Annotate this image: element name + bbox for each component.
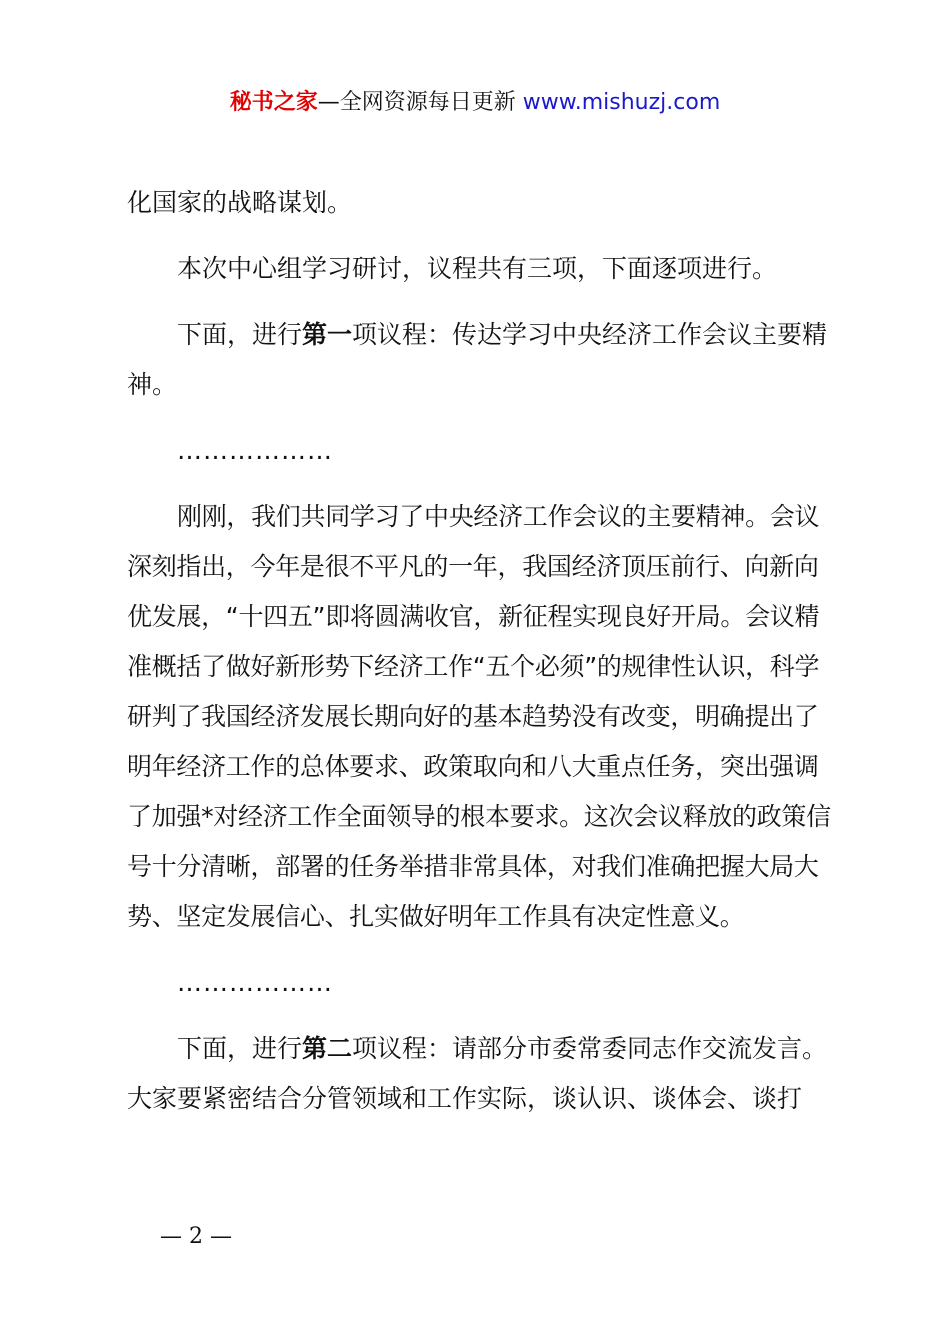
brand-name: 秘书之家	[229, 90, 318, 115]
document-body	[127, 178, 839, 1140]
paragraph-text: 下面，进行	[177, 320, 303, 349]
paragraph-text: 下面，进行	[177, 1034, 303, 1063]
watermark-header	[0, 86, 950, 120]
agenda-ordinal: 第二	[302, 1034, 353, 1063]
paragraph: 化国家的战略谋划。	[127, 188, 353, 217]
paragraph: 刚刚，我们共同学习了中央经济工作会议的主要精神。会议深刻指出，今年是很不平凡的一年，我国经济顶压前行、向新向优发展，“十四五”即将圆满收官，新征程实现良好开局。会议精准概括了做好新形势下经济工作“五个必须”的规律性认识，科学研判了我国经济发展长期向好的基本趋势没有改变，明确提出了明年经济工作的总体要求、政策取向和八大重点任务，突出强调了加强*对经济工作全面领导的根本要求。这次会议释放的政策信号十分清晰，部署的任务举措非常具体，对我们准确把握大局大势、坚定发展信心、扎实做好明年工作具有决定性意义。	[127, 502, 831, 931]
ellipsis-divider: ………………	[177, 968, 333, 997]
paragraph	[127, 1024, 839, 1124]
brand-slogan: —全网资源每日更新	[317, 90, 516, 115]
paragraph: 本次中心组学习研讨，议程共有三项，下面逐项进行。	[177, 254, 778, 283]
agenda-ordinal: 第一	[302, 320, 353, 349]
page-number: — 2 —	[160, 1224, 232, 1249]
paragraph	[127, 310, 839, 410]
site-link[interactable]: www.mishuzj.com	[522, 90, 721, 115]
paragraph-text: 项议程：请部分市委常委同志作交流发言。大家要紧密结合分管领域和工作实际，谈认识、谈体会、谈打	[127, 1034, 828, 1113]
paragraph-text: 项议程：传达学习中央经济工作会议主要精神。	[127, 320, 828, 399]
ellipsis-divider: ………………	[177, 436, 333, 465]
